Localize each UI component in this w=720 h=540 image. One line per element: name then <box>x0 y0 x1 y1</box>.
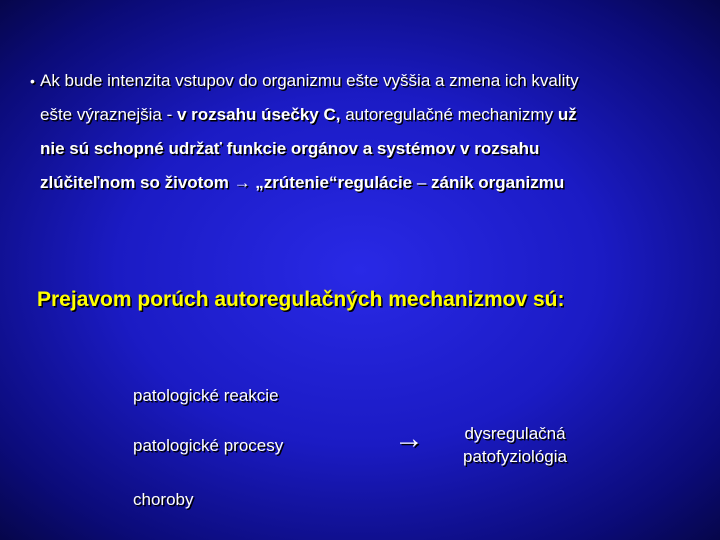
paragraph-line-4-dash: – <box>412 173 432 192</box>
list-item-choroby: choroby <box>133 490 194 509</box>
paragraph-line-2-normal-2: autoregulačné mechanizmy <box>340 105 558 124</box>
paragraph-line-2 <box>30 98 700 132</box>
list-item-patologicke-reakcie: patologické reakcie <box>133 386 279 405</box>
intro-paragraph <box>30 64 700 200</box>
list-item-patologicke-procesy: patologické procesy <box>133 436 284 455</box>
bullet-icon: • <box>30 73 35 89</box>
result-line-2: patofyziológia <box>463 447 567 466</box>
paragraph-line-4-a: zlúčiteľnom so životom <box>40 173 234 192</box>
paragraph-line-2-bold: v rozsahu úsečky C, <box>177 105 341 124</box>
paragraph-line-3-text: nie sú schopné udržať funkcie orgánov a systémov v rozsahu <box>40 139 540 158</box>
paragraph-line-2-normal: ešte výraznejšia - <box>40 105 177 124</box>
paragraph-line-4-c: zánik organizmu <box>431 173 565 192</box>
paragraph-line-3 <box>30 132 700 166</box>
paragraph-line-4-b: „zrútenie“regulácie <box>250 173 413 192</box>
section-heading: Prejavom porúch autoregulačných mechanizmov sú: <box>37 288 565 311</box>
paragraph-line-1-text: Ak bude intenzita vstupov do organizmu ešte vyššia a zmena ich kvality <box>40 71 579 90</box>
inline-arrow-icon: → <box>233 173 251 192</box>
result-label <box>440 422 590 468</box>
paragraph-line-1 <box>30 64 700 98</box>
right-arrow-icon: → <box>394 422 424 455</box>
result-line-1: dysregulačná <box>464 424 566 443</box>
paragraph-line-2-bold-2: už <box>557 105 577 124</box>
paragraph-line-4 <box>30 166 700 200</box>
